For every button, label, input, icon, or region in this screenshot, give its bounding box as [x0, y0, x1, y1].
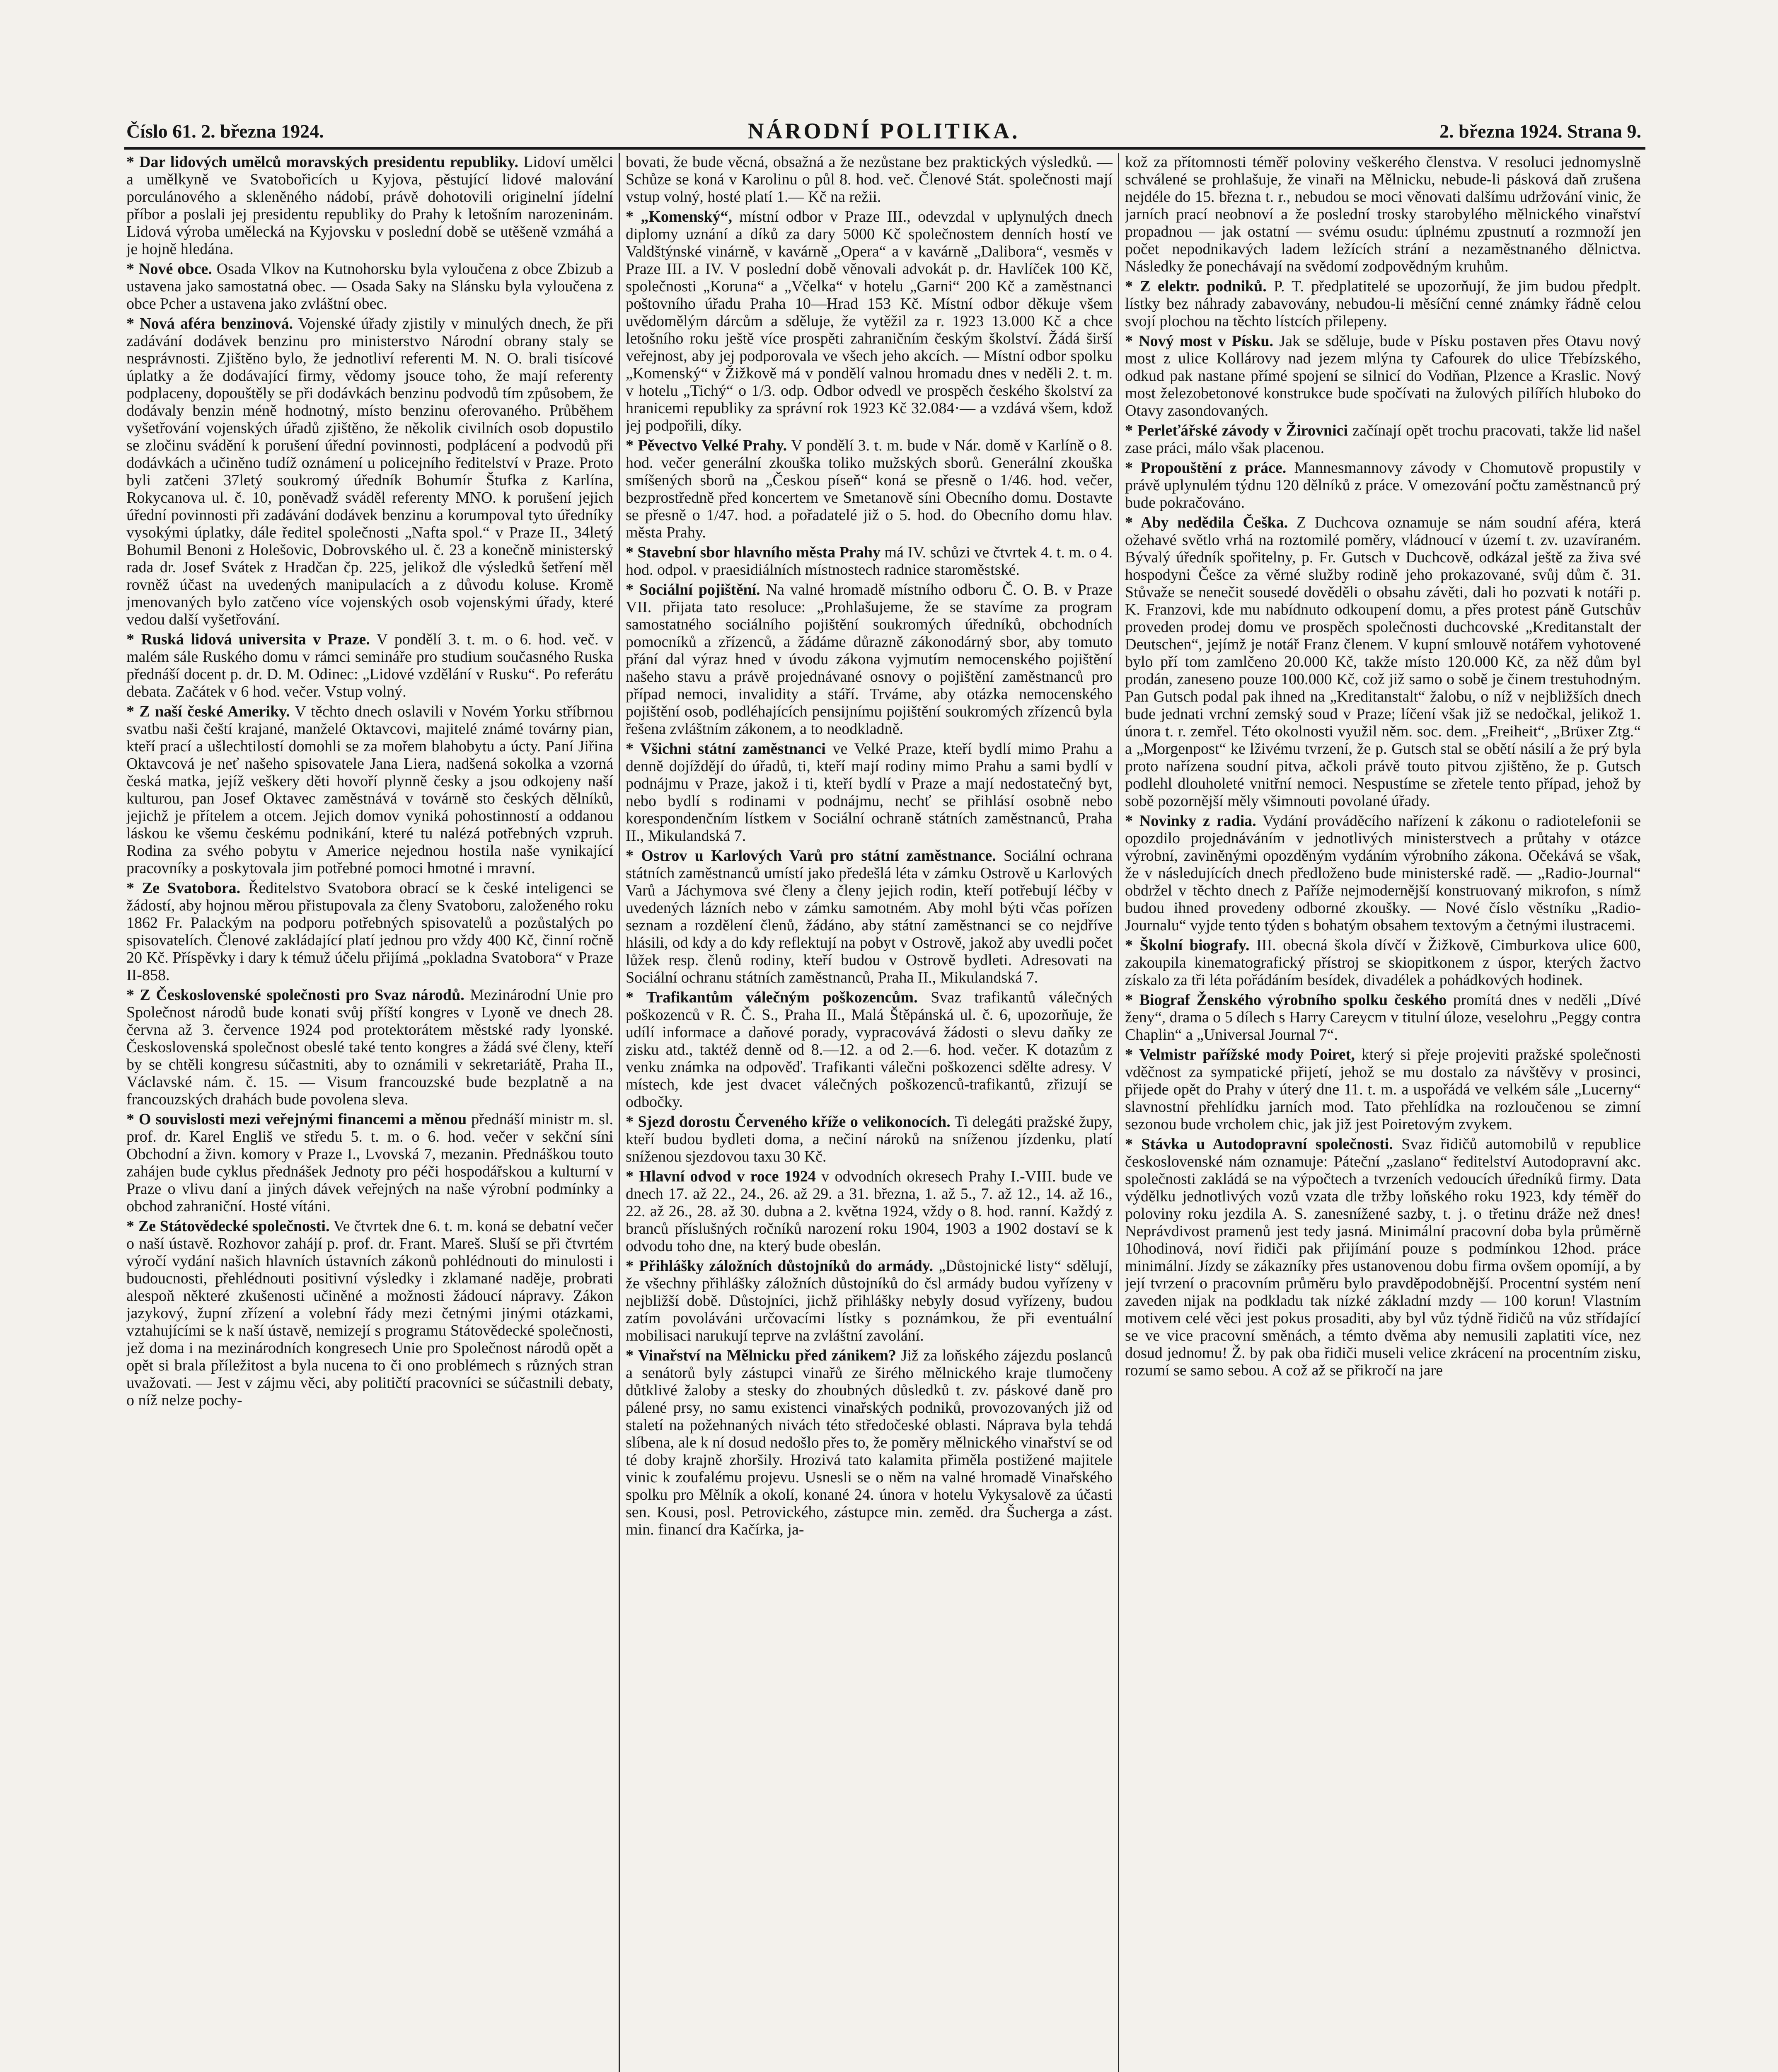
article-bullet: * — [626, 1257, 639, 1275]
article-bullet: * — [126, 1111, 139, 1128]
article-body: místní odbor v Praze III., odevzdal v uplynulých dnech diplomy uznání a díků za dary 5000 Kč společnostem denních hostí ve Valdštýnské vinárně, v kavárně „Opera“ a v kavárně „Dalibora“, vesměs v Praze III. a IV. V poslední době věnovali advokát p. dr. Havlíček 100 Kč, společnosti „Koruna“ a „Včelka“ v hotelu „Garni“ 200 Kč a zaměstnanci poštovního úřadu Praha 10—Hrad 153 Kč. Místní odbor děkuje všem uvědomělým dárcům a sděluje, že vytěžil za r. 1923 13.000 Kč a chce letošního roku ještě více prospěti zahraničním českým školství. Žádá širší veřejnost, aby jej podporovala ve všech jeho akcích. — Místní odbor spolku „Komenský“ v Žižkově má v pondělí valnou hromadu dnes v neděli 2. t. m. v hotelu „Tichý“ o 1/3. odp. Odbor odvedl ve prospěch českého školství za hranicemi republiky za správní rok 1923 Kč 32.084·— a vzdává všem, kdož jej podpořili, díky. — [626, 208, 1113, 434]
article — [126, 153, 613, 258]
article-body: v odvodních okresech Prahy I.-VIII. bude ve dnech 17. až 22., 24., 26. až 29. a 31. března, 1. až 5., 7. až 12., 14. až 16., 22. až 26., 28. až 30. dubna a 2. května 1924, vždy o 8. hod. ranní. Každý z branců příslušných ročníků narození roku 1904, 1903 a 1902 dostaví se k odvodu toho dne, na který bude obeslán. — [626, 1168, 1113, 1255]
article-headline: Vinařství na Mělnicku před zánikem? — [638, 1347, 897, 1364]
article-bullet: * — [126, 153, 140, 171]
article-body: „Důstojnické listy“ sdělují, že všechny přihlášky záložních důstojníků do čsl armády budou vyřízeny v nejbližší době. Důstojníci, jichž přihlášky nebyly dosud vyřízeny, budou zatím povoláváni určovacími lístky s poznámkou, že při eventuální mobilisaci narukují teprve na zvláštní zavolání. — [626, 1257, 1113, 1344]
article-headline: Propouštění z práce. — [1141, 459, 1287, 477]
article-bullet: * — [626, 989, 646, 1006]
article — [1125, 1135, 1641, 1379]
article-body: přednáší ministr m. sl. prof. dr. Karel Engliš ve středu 5. t. m. o 6. hod. večer v sekční síni Obchodní a živn. komory v Praze I., Lvovská 7, mezanin. Přednáškou touto zahájen bude cyklus přednášek Jednoty pro péči hospodářskou a kulturní v Praze o vlivu daní a jiných dávek veřejných na naše výrobní podmínky a obchod zahraniční. Hosté vítáni. — [126, 1111, 613, 1215]
article-bullet: * — [626, 1113, 638, 1130]
article-headline: Sjezd dorostu Červeného kříže o velikonocích. — [638, 1113, 951, 1130]
article-headline: Hlavní odvod v roce 1924 — [639, 1168, 816, 1185]
article — [626, 153, 1113, 206]
article-body: kož za přítomnosti téměř poloviny veškerého členstva. V resoluci jednomyslně schválené se prohlašuje, že vinaři na Mělnicku, nebude-li pásková daň zrušena nejdéle do 15. března t. r., nebudou se moci věnovati dalšímu udržování vinic, že jarních prací neobnoví a že poslední trosky starobylého mělnického vinařství propadnou — jak ostatní — svému osudu: úplnému zpustnutí a rozmnoží jen počet nepodnikavých ladem ležících strání a nezaměstnaného dělnictva. Následky že ponechávají na svědomí zodpovědným kruhům. — [1125, 153, 1641, 275]
article-body: Ředitelstvo Svatobora obrací se k české inteligenci se žádostí, aby hojnou měrou přistupovala za členy Svatoboru, založeného roku 1862 Fr. Palackým na podporu potřebných spisovatelů a pozůstalých po spisovatelích. Členové zakládající platí jednou pro vždy 400 Kč, činní ročně 20 Kč. Příspěvky i dary k témuž účelu přijímá „pokladna Svatobora“ v Praze II-858. — [126, 879, 613, 984]
article — [1125, 991, 1641, 1043]
article-headline: Trafikantům válečným poškozencům. — [646, 989, 918, 1006]
article-headline: O souvislosti mezi veřejnými financemi a měnou — [138, 1111, 467, 1128]
article — [1125, 459, 1641, 511]
article-headline: Stávka u Autodopravní společnosti. — [1141, 1135, 1393, 1153]
article-body: V pondělí 3. t. m. bude v Nár. domě v Karlíně o 8. hod. večer generální zkouška toliko mužských sborů. Generální zkouška smíšených sborů na „Českou píseň“ koná se přesně o 1/46. hod. večer, bezprostředně před koncertem ve Smetanově síni Obecního domu. Dostavte se přesně o 1/47. hod. a pořadatelé již o 5. hod. do Obecního domu hlav. města Prahy. — [626, 437, 1113, 541]
article — [1125, 812, 1641, 934]
column-divider-1 — [619, 153, 620, 2072]
article-headline: Z Československé společnosti pro Svaz národů. — [140, 986, 464, 1004]
article-bullet: * — [626, 1168, 639, 1185]
article-body: Na valné hromadě místního odboru Č. O. B. v Praze VII. přijata tato resoluce: „Prohlašujeme, že se stavíme za program samostatného sociálního pojištění soukromých úředníků, obchodních pomocníků a zřízenců, a žádáme důrazně zákonodárný sbor, aby tomuto přání dal výraz hned v úvodu zákona vyjmutím nemocenského pojištění našeho stavu a právě projednávané osnovy o pojištění zaměstnanců pro případ nemoci, invalidity a stáří. Trváme, aby otázka nemocenského pojištění osob, podléhajících pensijnímu pojištění soukromých zřízenců byla řešena zvláštním zákonem, a to neodkladně. — [626, 581, 1113, 738]
article — [1125, 332, 1641, 419]
masthead-title: NÁRODNÍ POLITIKA. — [747, 119, 1020, 143]
article-bullet: * — [1125, 937, 1140, 954]
article-body: Svaz trafikantů válečných poškozenců v R. Č. S., Praha II., Malá Štěpánská ul. č. 6, upozorňuje, že udílí informace a daňové porady, vypracovává žádosti o slevu daňky ze zisku atd., taktéž denně od 8.—12. a od 2.—6. hod. večer. K dotazům z venku známka na odpověď. Trafikanti válečni poškozenci sdělte adresy. V místech, kde jest dvacet válečných poškozenců-trafikantů, zřizují se odbočky. — [626, 989, 1113, 1111]
article-body: Ti delegáti pražské župy, kteří budou bydleti doma, a nečiní nároků na sníženou jízdenku, platí sníženou sjezdovou taxu 30 Kč. — [626, 1113, 1113, 1165]
article-bullet: * — [126, 703, 140, 720]
column-1 — [126, 153, 613, 2072]
article-body: Již za loňského zájezdu poslanců a senátorů byly zástupci vinařů ze širého mělnického kraje tlumočeny důtklivé žaloby a stesky do zhoubných důsledků t. zv. páskové daně pro pálené prsy, no samu existenci vinařských podniků, provozovaných již od staletí na požehnaných nivách této středočeské oblasti. Náprava byla tehdá slíbena, ale k ní dosud nedošlo přes to, že poměry mělnického vinařství se od té doby krajně zhoršily. Hrozivá tato kalamita přiměla postižené majitele vinic k zoufalému projevu. Usnesli se o něm na valné hromadě Vinařského spolku pro Mělník a okolí, konané 24. února v hotelu Vykysalově za účasti sen. Kousi, posl. Petrovického, zástupce min. zeměd. dra Šucherga a zást. min. financí dra Kačírka, ja- — [626, 1347, 1113, 1538]
article-headline: Z naší české Ameriky. — [139, 703, 290, 720]
article — [126, 703, 613, 877]
article-headline: Školní biografy. — [1139, 937, 1250, 954]
article-body: Mezinárodní Unie pro Společnost národů bude konati svůj příští kongres v Lyoně ve dnech 28. června až 3. července 1924 pod protektorátem městské rady lyonské. Československá společnost obeslé také tento kongres a žádá své členy, kteří by se chtěli kongresu súčastniti, aby to oznámili v sekretariátě, Praha II., Václavské nám. č. 15. — Visum francouzské bude bezplatně a na francouzských drahách bude povolena sleva. — [126, 986, 613, 1108]
article-bullet: * — [1125, 1135, 1142, 1153]
article-headline: Nový most v Písku. — [1139, 332, 1274, 350]
article-bullet: * — [1125, 812, 1139, 830]
article — [626, 1168, 1113, 1255]
article-body: Svaz řidičů automobilů v republice československé nám oznamuje: Páteční „zaslano“ ředitelství Autodopravní akc. společnosti zakládá se na výpočtech a tvrzeních vedoucích úředníků firmy. Data výdělku jednotlivých vozů vzata dle tržby loňského roku 1923, kdy téměř do poloviny roku jezdila A. S. zanesnížené sazby, t. j. o třetinu dráže než dnes! Neprávdivost pramenů jest tedy jasná. Minimální pracovní doba byla průměrně 10hodinová, noví řidiči pak přijímání pouze s podmínkou 12hod. práce minimální. Jízdy se zákazníky přes ustanovenou dobu firma ovšem opomíjí, a by její tvrzení o pracovním průměru bylo pravděpodobnější. Procentní systém není zaveden nijak na podkladu tak nízké základní mzdy — 100 korun! Vlastním motivem celé věci jest pokus prosaditi, aby byl vůz týdně řidičů na vůz střídající se ve vice pracovní směnách, a témto dvěma aby nemusili zaplatiti více, nez dosud jednomu! Ž. by pak oba řidiči museli velice zkrácení na procentním zisku, rozumí se samo sebou. A což až se přikročí na jare — [1125, 1135, 1641, 1379]
article-bullet: * — [626, 740, 641, 758]
article — [126, 631, 613, 700]
article-headline: Všichni státní zaměstnanci — [640, 740, 826, 758]
article-bullet: * — [626, 847, 641, 864]
article — [126, 260, 613, 312]
article-headline: Ruská lidová universita v Praze. — [141, 631, 370, 648]
article-headline: Nová aféra benzinová. — [140, 315, 293, 332]
article-body: III. obecná škola dívčí v Žižkově, Cimburkova ulice 600, zakoupila kinematografický přístroj se skiopitkonem z úspor, kterých žactvo získalo za tři léta pořádáním besídek, divadélek a pohádkových hodinek. — [1125, 937, 1641, 989]
article-body: P. T. předplatitelé se upozorňují, že jim budou předplt. lístky bez náhrady zabavovány, nebudou-li měsíční cenné známky řádně celou svojí plochou na těchto lístcích přilepeny. — [1125, 278, 1641, 330]
article-headline: „Komenský“, — [641, 208, 732, 225]
article — [626, 989, 1113, 1111]
date-and-page: 2. března 1924. Strana 9. — [1439, 121, 1641, 142]
header-rule — [124, 147, 1645, 150]
article-body: Ve čtvrtek dne 6. t. m. koná se debatní večer o naší ústavě. Rozhovor zahájí p. prof. dr. Frant. Mareš. Sluší se při čtvrtém výročí vydání našich hlavních ústavních zákonů pohlédnouti do minulosti i budoucnosti, přehlédnouti positivní výsledky i zklamané naděje, probrati alespoň některé zkušenosti učiněné a možnosti žádoucí nápravy. Zákon jazykový, župní zřízení a volební řády mezi četnými jinými otázkami, vztahujícími se k naší ústavě, nemizejí s programu Státovědecké společnosti, jež doma i na mezinárodních kongresech Unie pro Společnost národů opět a opět si brala příležitost a byla nucena to či ono problémech s různých stran uvažovati. — Jest v zájmu věci, aby političtí pracovníci se súčastnili debaty, o níž nelze pochy- — [126, 1218, 613, 1409]
article-bullet: * — [126, 260, 139, 278]
article — [1125, 278, 1641, 330]
article-bullet: * — [126, 315, 140, 332]
article-bullet: * — [626, 581, 640, 598]
page-header — [126, 118, 1641, 147]
article-body: Vojenské úřady zjistily v minulých dnech, že při zadávání dodávek benzinu pro ministerstvo Národní obrany staly se nesprávnosti. Zjištěno bylo, že jednotliví referenti M. N. O. brali tisícové úplatky a že dodávající firmy, vědomy jsouce toho, že mají referenty podplaceny, dopouštěly se při dodávkách benzinu podvodů tím způsobem, že dodávaly benzin méně hodnotný, místo benzinu oferovaného. Průběhem vyšetřování vojenských úřadů zjištěno, že několik civilních osob dopustilo se zločinu svádění k porušení úřední povinnosti, podplácení a podvodů při dodávkách a učiněno tudíž oznámení u policejního ředitelství v Praze. Proto byli zatčeni 37letý soukromý úředník Bohumír Štufka z Karlína, Rokycanova ul. č. 10, poněvadž sváděl referenty MNO. k porušení jejich úřední povinnosti při zadávání dodávek benzinu a korumpoval tyto úředníky vysokými úplatky, dále ředitel společnosti „Nafta spol.“ v Praze II., 34letý Bohumil Benoni z Holešovic, Dobrovského ul. č. 23 a konečně ministerský rada dr. Josef Svátek z Hradčan čp. 225, jelikož dle výsledků šetření měl rovněž účast na uvedených manipulacích a z důvodu koluse. Kromě jmenovaných bylo zatčeno více vojenských osob vojenskými úřady, které vedou další vyšetřování. — [126, 315, 613, 628]
issue-number: Číslo 61. 2. března 1924. — [126, 121, 324, 142]
article-body: Mannesmannovy závody v Chomutově propustily v právě uplynulém týdnu 120 dělníků z práce. V omezování počtu zaměstnanců prý bude pokračováno. — [1125, 459, 1641, 511]
article — [1125, 937, 1641, 989]
article-body: ve Velké Praze, kteří bydlí mimo Prahu a denně dojíždějí do úřadů, ti, kteří mají rodiny mimo Prahu a sami bydlí v podnájmu v Praze, jakož i ti, kteří bydlí v Praze a mají nedostatečný byt, nebo bydlí s rodinami v podnájmu, nechť se přihlásí osobně nebo korespondenčním lístkem v Sociální ochraně státních zaměstnanců, Praha II., Mikulandská 7. — [626, 740, 1113, 845]
article-headline: Aby nedědila Češka. — [1140, 514, 1288, 531]
article — [626, 1113, 1113, 1165]
column-2 — [626, 153, 1113, 2072]
article-body: má IV. schůzi ve čtvrtek 4. t. m. o 4. hod. odpol. v praesidiálních místnostech radnice staroměstské. — [626, 544, 1113, 579]
article-bullet: * — [126, 631, 141, 648]
article — [126, 1218, 613, 1409]
article-headline: Nové obce. — [139, 260, 212, 278]
article-headline: Pěvectvo Velké Prahy. — [638, 437, 787, 454]
article — [626, 847, 1113, 986]
article-bullet: * — [1125, 459, 1141, 477]
article-body: Sociální ochrana státních zaměstnanců umístí jako předešlá léta v zámku Ostrově u Karlových Varů a Jáchymova své členy a členy jejich rodin, kteří potřebují léčby v uvedených lázních nebo v zámku samotném. Aby mohl býti včas pořízen seznam a rozdělení členů, žádáno, aby státní zaměstnanci se co nejdříve hlásili, od kdy a do kdy reflektují na pobyt v Ostrově, jakož aby uvedli počet lůžek resp. členů rodiny, kteří budou v Ostrově bydleti. Adresovati na Sociální ochranu státních zaměstnanců, Praha II., Mikulandská 7. — [626, 847, 1113, 986]
article-bullet: * — [1125, 991, 1139, 1009]
article-bullet: * — [126, 879, 142, 897]
article-body: Z Duchcova oznamuje se nám soudní aféra, která ožehavé světlo vrhá na roztomilé poměry, vládnoucí v území t. zv. uzavíraném. Bývalý úředník spořitelny, p. Fr. Gutsch v Duchcově, odkázal ještě za živa své hospodyni Češce za věrné služby rodině jeho prokazované, svůj dům č. 31. Stůvaže se nenečit sousedé dověděli o obsahu závěti, dali ho pozvati k notáři p. K. Franzovi, kde mu nabídnuto odkoupení domu, a přes protest páně Gutschův proveden prodej domu ve prospěch společnosti duchcovské „Kreditanstalt der Deutschen“, jejímž je notář Franz členem. V kupní smlouvě notářem vyhotovené bylo pří tom zamlčeno 20.000 Kč, takže místo 120.000 Kč, za něž dům byl prodán, zaneseno pouze 100.000 Kč, což již samo o sobě je činem trestuhodným. Pan Gutsch podal pak ihned na „Kreditanstalt“ žalobu, o níž v nejbližších dnech bude jednati vrchní zemský soud v Praze; líčení však již se nedočkal, jelikož 1. února t. r. zemřel. Této okolnosti využil něm. soc. dem. „Freiheit“, „Brüxer Ztg.“ a „Morgenpost“ ke lživému tvrzení, že p. Gutsch stal se obětí násilí a že prý byla proto nařízena soudní pitva, ačkoli právě touto pitvou zjištěno, že p. Gutsch podlehl dlouholeté vnitřní nemoci. Nespustíme se zřetele tento případ, jehož by sobě pozornější měly všimnouti povolané úřady. — [1125, 514, 1641, 810]
article-bullet: * — [626, 1347, 638, 1364]
article-body: Osada Vlkov na Kutnohorsku byla vyloučena z obce Zbizub a ustavena jako samostatná obec. — Osada Saky na Slánsku byla vyloučena z obce Pcher a ustavena jako zvláštní obec. — [126, 260, 613, 312]
article — [126, 986, 613, 1108]
article-headline: Ostrov u Karlových Varů pro státní zaměstnance. — [641, 847, 996, 864]
article — [626, 1347, 1113, 1538]
column-divider-2 — [1118, 153, 1119, 2072]
article — [1125, 153, 1641, 275]
article — [626, 740, 1113, 845]
article-body: Jak se sděluje, bude v Písku postaven přes Otavu nový most z ulice Kollárovy nad jezem mlýna ty Cafourek do ulice Třebízského, odkud pak nastane přímé spojení se silnicí do Vodňan, Plzence a Kraslic. Nový most železobetonové konstrukce bude spočívati na žulových pilířích hluboko do Otavy zasondovaných. — [1125, 332, 1641, 419]
article-headline: Sociální pojištění. — [639, 581, 760, 598]
article — [626, 437, 1113, 541]
article — [126, 1111, 613, 1215]
article — [626, 544, 1113, 579]
article — [626, 1257, 1113, 1344]
article — [1125, 422, 1641, 457]
article-body: bovati, že bude věcná, obsažná a že nezůstane bez praktických výsledků. — Schůze se koná v Karolinu o půl 8. hod. več. Členové Stát. společnosti mají vstup volný, hosté platí 1.— Kč na režii. — [626, 153, 1113, 206]
article-body: promítá dnes v neděli „Dívé ženy“, drama o 5 dílech s Harry Careycm v titulní úloze, veselohru „Peggy contra Chaplin“ a „Universal Journal 7“. — [1125, 991, 1641, 1043]
article-bullet: * — [1125, 332, 1139, 350]
article — [1125, 514, 1641, 810]
article — [126, 315, 613, 628]
article-body: V těchto dnech oslavili v Novém Yorku stříbrnou svatbu naši čeští krajané, manželé Oktavcovi, majitelé známé továrny pian, kteří prací a ušlechtilostí domohli se za mořem blahobytu a úcty. Paní Jiřina Oktavcová je neť našeho spisovatele Jana Liera, nadšená sokolka a vzorná česká matka, jejíž veškery děti hovoří plynně česky a jsou odkojeny naší kulturou, pan Josef Oktavec zaměstnává v továrně sto českých dělníků, jejichž je přítelem a otcem. Jejich domov vyniká pohostinností a oddanou láskou ke všemu českému podnikání, které tu nalézá potřebných vzpruh. Rodina za svého pobytu v Americe nejednou hostila naše vynikající pracovníky a poskytovala jim potřebné pomoci hmotné i mravní. — [126, 703, 613, 877]
article-bullet: * — [126, 986, 140, 1004]
article-bullet: * — [126, 1218, 138, 1235]
article-headline: Stavební sbor hlavního města Prahy — [637, 544, 881, 561]
article-headline: Přihlášky záložních důstojníků do armády. — [639, 1257, 934, 1275]
article-bullet: * — [1125, 278, 1140, 295]
article-body: který si přeje projeviti pražské společnosti vděčnost za sympatické přijetí, jehož se mu dostalo za návštěvy v prosinci, přijede opět do Prahy v úterý dne 11. t. m. a uspořádá ve velkém sále „Lucerny“ slavnostní přehlídku jarních mod. Tato přehlídka na rozloučenou se zimní sezonou bude vrcholem chic, jak již jest Poiretovým zvykem. — [1125, 1046, 1641, 1133]
article-headline: Perleťářské závody v Žirovnici — [1137, 422, 1348, 439]
article-headline: Biograf Ženského výrobního spolku českého — [1139, 991, 1447, 1009]
article-headline: Ze Státovědecké společnosti. — [138, 1218, 330, 1235]
column-3 — [1125, 153, 1641, 2072]
article-bullet: * — [1125, 1046, 1139, 1063]
article — [626, 581, 1113, 738]
article — [1125, 1046, 1641, 1133]
article-bullet: * — [626, 208, 641, 225]
article-headline: Novinky z radia. — [1139, 812, 1256, 830]
article-headline: Z elektr. podniků. — [1140, 278, 1267, 295]
article — [626, 208, 1113, 434]
article-body: Vydání prováděcího nařízení k zákonu o radiotelefonii se opozdilo projednáváním v jednotlivých ministerstvech a průtahy v otázce výrobní, zaviněnými opozděným vydáním výrobního zákona. Očekává se však, že v následujících dnech předloženo bude ministerské radě. — „Radio-Journal“ obdržel v těchto dnech z Paříže nejmodernější konstruovaný mikrofon, s nímž budou ihned provedeny odborné zkoušky. — Nové číslo věstníku „Radio-Journalu“ vyjde tento týden s bohatým obsahem textovým a četnými ilustracemi. — [1125, 812, 1641, 934]
article-headline: Ze Svatobora. — [142, 879, 241, 897]
article-bullet: * — [626, 437, 638, 454]
article — [126, 879, 613, 984]
article-headline: Velmistr pařížské mody Poiret, — [1139, 1046, 1355, 1063]
article-bullet: * — [626, 544, 638, 561]
article-body: V pondělí 3. t. m. o 6. hod. več. v malém sále Ruského domu v rámci semináře pro studium současného Ruska přednáší docent p. dr. D. M. Odinec: „Lidové vzdělání v Rusku“. Po referátu debata. Začátek v 6 hod. večer. Vstup volný. — [126, 631, 613, 700]
article-body: Lidoví umělci a umělkyně ve Svatobořicích u Kyjova, pěstující lidové malování porculánového a skleněného nádobí, právě dohotovili originelní jídelní příbor a poslali jej presidentu republiky do Prahy k letošním narozeninám. Lidová výroba umělecká na Kyjovsku v poslední době se utěšeně vzmáhá a je hojně hledána. — [126, 153, 613, 258]
article-bullet: * — [1125, 514, 1141, 531]
article-body: začínají opět trochu pracovati, takže lid našel zase práci, málo však placenou. — [1125, 422, 1641, 457]
article-bullet: * — [1125, 422, 1138, 439]
article-headline: Dar lidových umělců moravských presidentu republiky. — [139, 153, 518, 171]
